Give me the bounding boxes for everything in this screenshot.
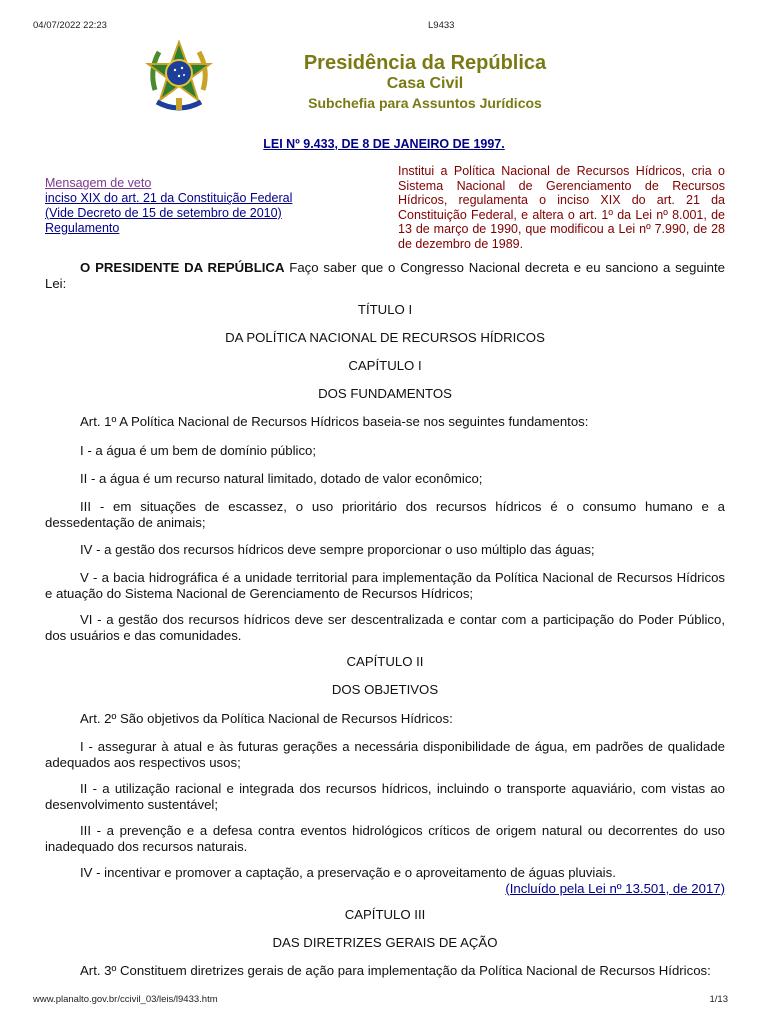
chapter1-heading: CAPÍTULO I xyxy=(348,358,422,373)
art1-item: I - a água é um bem de domínio público; xyxy=(80,443,317,458)
chapter2-name: DOS OBJETIVOS xyxy=(331,682,439,697)
coat-of-arms-icon xyxy=(145,40,213,116)
preamble xyxy=(45,260,725,291)
title-name: DA POLÍTICA NACIONAL DE RECURSOS HÍDRICOS xyxy=(225,330,545,345)
constitution-link[interactable]: inciso XIX do art. 21 da Constituição Federal xyxy=(45,191,293,205)
art2-item: II - a utilização racional e integrada dos recursos hídricos, incluindo o transporte aquaviário, com vistas ao desenvolvimento sustentável; xyxy=(45,781,725,812)
header-title: Presidência da República xyxy=(303,52,547,74)
art2-item: III - a prevenção e a defesa contra eventos hidrológicos críticos de origem natural ou decorrentes do uso inadequado dos recursos naturais. xyxy=(45,823,725,854)
preamble-bold: O PRESIDENTE DA REPÚBLICA xyxy=(80,260,285,275)
chapter3-heading: CAPÍTULO III xyxy=(344,907,426,922)
art2-item-iv xyxy=(45,865,725,896)
art1: Art. 1º A Política Nacional de Recursos Hídricos baseia-se nos seguintes fundamentos: xyxy=(80,414,589,429)
art2-item: I - assegurar à atual e às futuras gerações a necessária disponibilidade de água, em padrões de qualidade adequados aos respectivos usos; xyxy=(45,739,725,770)
header-subtitle2: Subchefia para Assuntos Jurídicos xyxy=(308,95,542,111)
ementa: Institui a Política Nacional de Recursos Hídricos, cria o Sistema Nacional de Gerenciamento de Recursos Hídricos, regulamenta o inciso XIX do art. 21 da Constituição Federal, e altera o art. 1º da Lei nº 8.001, de 13 de março de 1990, que modificou a Lei nº 7.990, de 28 de dezembro de 1989. xyxy=(398,164,725,251)
title-heading: TÍTULO I xyxy=(357,302,413,317)
art2-item-iv-text: IV - incentivar e promover a captação, a preservação e o aproveitamento de águas pluviais. xyxy=(80,865,616,880)
law-title[interactable]: LEI Nº 9.433, DE 8 DE JANEIRO DE 1997. xyxy=(263,137,505,151)
art1-item: IV - a gestão dos recursos hídricos deve sempre proporcionar o uso múltiplo das águas; xyxy=(80,542,595,557)
art1-item: VI - a gestão dos recursos hídricos deve ser descentralizada e contar com a participação do Poder Público, dos usuários e das comunidades. xyxy=(45,612,725,643)
print-doc-id: L9433 xyxy=(428,20,455,31)
chapter1-name: DOS FUNDAMENTOS xyxy=(318,386,452,401)
chapter2-heading: CAPÍTULO II xyxy=(346,654,424,669)
veto-message-link[interactable]: Mensagem de veto xyxy=(45,176,152,190)
preamble-text: Faço saber que o Congresso Nacional decreta e eu sanciono a seguinte Lei: xyxy=(45,260,725,291)
amendment-link[interactable]: (Incluído pela Lei nº 13.501, de 2017) xyxy=(505,880,725,896)
print-footer xyxy=(33,994,728,1005)
art1-item: V - a bacia hidrográfica é a unidade territorial para implementação da Política Nacional de Recursos Hídricos e atuação do Sistema Nacional de Gerenciamento de Recursos Hídricos; xyxy=(45,570,725,601)
art3: Art. 3º Constituem diretrizes gerais de ação para implementação da Política Nacional de Recursos Hídricos: xyxy=(80,963,711,978)
art1-item: III - em situações de escassez, o uso prioritário dos recursos hídricos é o consumo humano e a dessedentação de animais; xyxy=(45,499,725,530)
chapter3-name: DAS DIRETRIZES GERAIS DE AÇÃO xyxy=(272,935,498,950)
side-links xyxy=(45,176,292,236)
art2: Art. 2º São objetivos da Política Nacional de Recursos Hídricos: xyxy=(80,711,453,726)
print-datetime: 04/07/2022 22:23 xyxy=(33,20,107,31)
print-header xyxy=(33,20,728,31)
header-subtitle: Casa Civil xyxy=(386,75,464,92)
page-number: 1/13 xyxy=(709,994,728,1005)
decree-link[interactable]: (Vide Decreto de 15 de setembro de 2010) xyxy=(45,206,282,220)
art1-item: II - a água é um recurso natural limitado, dotado de valor econômico; xyxy=(80,471,483,486)
regulation-link[interactable]: Regulamento xyxy=(45,221,120,235)
page-url: www.planalto.gov.br/ccivil_03/leis/l9433.htm xyxy=(33,994,218,1005)
